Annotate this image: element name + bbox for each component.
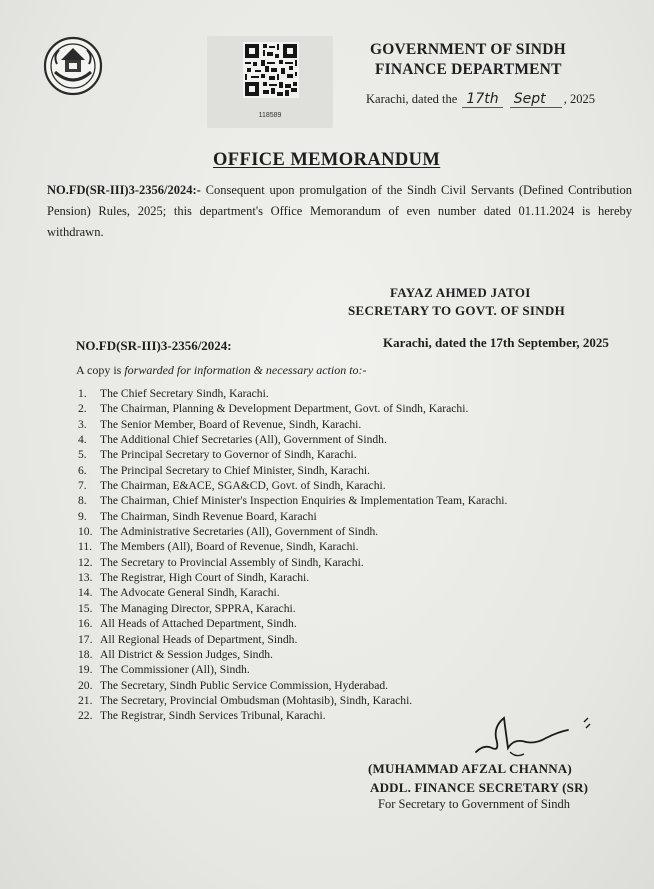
recipient-item xyxy=(78,632,507,647)
recipient-text: All District & Session Judges, Sindh. xyxy=(100,647,273,661)
recipient-number: 16. xyxy=(78,617,93,631)
recipient-text: The Secretary to Provincial Assembly of Sindh, Karachi. xyxy=(100,555,364,569)
recipient-number: 8. xyxy=(78,494,87,508)
recipient-text: The Senior Member, Board of Revenue, Sindh, Karachi. xyxy=(100,417,362,431)
recipient-item xyxy=(78,386,507,401)
recipient-text: The Secretary, Sindh Public Service Commission, Hyderabad. xyxy=(100,678,389,692)
recipient-number: 22. xyxy=(78,709,93,723)
recipient-item xyxy=(78,647,507,662)
memo-reference: NO.FD(SR-III)3-2356/2024:- xyxy=(47,183,201,197)
recipient-text: The Chairman, E&ACE, SGA&CD, Govt. of Sindh, Karachi. xyxy=(100,479,386,493)
endorsement-date: Karachi, dated the 17th September, 2025 xyxy=(383,335,609,350)
recipient-number: 21. xyxy=(78,693,93,707)
qr-code-icon xyxy=(243,42,299,98)
forwarding-prefix: A copy is xyxy=(76,363,122,377)
issuer-name: FAYAZ AHMED JATOI xyxy=(390,285,531,300)
recipient-number: 14. xyxy=(78,586,93,600)
recipient-text: The Chairman, Chief Minister's Inspection Enquiries & Implementation Team, Karachi. xyxy=(100,494,508,508)
recipient-number: 12. xyxy=(78,555,93,569)
handwritten-day: 17th xyxy=(462,91,502,108)
memo-title: OFFICE MEMORANDUM xyxy=(213,150,441,170)
recipient-text: The Principal Secretary to Governor of Sindh, Karachi. xyxy=(100,448,357,462)
recipient-number: 19. xyxy=(78,663,93,677)
recipient-text: The Chairman, Planning & Development Department, Govt. of Sindh, Karachi. xyxy=(100,402,469,416)
recipient-item xyxy=(78,555,507,570)
recipient-text: The Chairman, Sindh Revenue Board, Karachi xyxy=(100,509,317,523)
header-date-prefix: Karachi, dated the xyxy=(366,92,458,106)
recipient-item xyxy=(78,678,507,693)
recipient-item xyxy=(78,509,507,524)
recipient-text: All Regional Heads of Department, Sindh. xyxy=(100,632,298,646)
recipient-number: 17. xyxy=(78,632,93,646)
recipient-text: The Chief Secretary Sindh, Karachi. xyxy=(100,387,269,400)
header-department: FINANCE DEPARTMENT xyxy=(375,61,562,78)
recipient-item xyxy=(78,417,507,432)
recipient-item xyxy=(78,539,507,554)
recipient-item xyxy=(78,693,507,708)
qr-code-stamp xyxy=(207,36,333,128)
recipient-number: 13. xyxy=(78,571,93,585)
recipient-number: 18. xyxy=(78,647,93,661)
recipient-number: 3. xyxy=(78,417,87,431)
recipient-text: The Managing Director, SPPRA, Karachi. xyxy=(100,601,296,615)
recipient-item xyxy=(78,447,507,462)
issuer-designation: SECRETARY TO GOVT. OF SINDH xyxy=(348,303,566,318)
recipient-number: 7. xyxy=(78,479,87,493)
recipient-text: The Members (All), Board of Revenue, Sindh, Karachi. xyxy=(100,540,359,554)
recipient-item xyxy=(78,662,507,677)
qr-number: 118589 xyxy=(258,112,282,119)
recipient-number: 20. xyxy=(78,678,93,692)
recipient-item xyxy=(78,401,507,416)
recipient-number: 1. xyxy=(78,387,87,400)
recipient-text: The Commissioner (All), Sindh. xyxy=(100,663,250,677)
recipient-number: 11. xyxy=(78,540,93,554)
header-government: GOVERNMENT OF SINDH xyxy=(370,41,566,58)
recipient-text: The Administrative Secretaries (All), Government of Sindh. xyxy=(100,525,379,539)
forwarding-line xyxy=(76,363,367,378)
signatory-designation: ADDL. FINANCE SECRETARY (SR) xyxy=(370,780,589,795)
recipient-item xyxy=(78,432,507,447)
recipient-item xyxy=(78,708,507,723)
handwritten-month: Sept xyxy=(510,91,562,108)
recipient-text: The Registrar, Sindh Services Tribunal, Karachi. xyxy=(100,709,326,723)
recipient-text: The Registrar, High Court of Sindh, Karachi. xyxy=(100,571,310,585)
forwarding-text: forwarded for information & necessary action to:- xyxy=(124,363,367,377)
recipient-text: The Additional Chief Secretaries (All), Government of Sindh. xyxy=(100,433,387,447)
sindh-government-seal-logo xyxy=(43,36,103,96)
recipient-text: All Heads of Attached Department, Sindh. xyxy=(100,617,297,631)
recipient-item xyxy=(78,585,507,600)
recipient-text: The Principal Secretary to Chief Minister, Sindh, Karachi. xyxy=(100,463,370,477)
recipient-item xyxy=(78,601,507,616)
recipient-number: 2. xyxy=(78,402,87,416)
recipient-item xyxy=(78,463,507,478)
recipient-item xyxy=(78,478,507,493)
header-date xyxy=(366,91,595,108)
recipient-number: 4. xyxy=(78,433,87,447)
header-date-suffix: , 2025 xyxy=(563,92,595,106)
recipient-number: 15. xyxy=(78,601,93,615)
recipient-item xyxy=(78,524,507,539)
endorsement-number: NO.FD(SR-III)3-2356/2024: xyxy=(76,338,232,353)
signatory-name: (MUHAMMAD AFZAL CHANNA) xyxy=(368,761,572,776)
recipient-text: The Secretary, Provincial Ombudsman (Mohtasib), Sindh, Karachi. xyxy=(100,693,413,707)
recipient-item xyxy=(78,570,507,585)
memo-body xyxy=(47,180,632,243)
signatory-for: For Secretary to Government of Sindh xyxy=(378,797,570,811)
recipient-item xyxy=(78,616,507,631)
recipient-number: 5. xyxy=(78,448,87,462)
memo-body-text: Consequent upon promulgation of the Sindh Civil Servants (Defined Contribution Pension) Rules, 2025; this department's Office Memorandum of even number dated 01.11.2024 is hereby withdrawn. xyxy=(47,183,632,239)
recipient-number: 9. xyxy=(78,509,87,523)
handwritten-signature xyxy=(470,708,600,766)
recipient-item xyxy=(78,493,507,508)
recipient-text: The Advocate General Sindh, Karachi. xyxy=(100,586,280,600)
recipient-list xyxy=(78,386,507,724)
recipient-number: 10. xyxy=(78,525,93,539)
recipient-number: 6. xyxy=(78,463,87,477)
